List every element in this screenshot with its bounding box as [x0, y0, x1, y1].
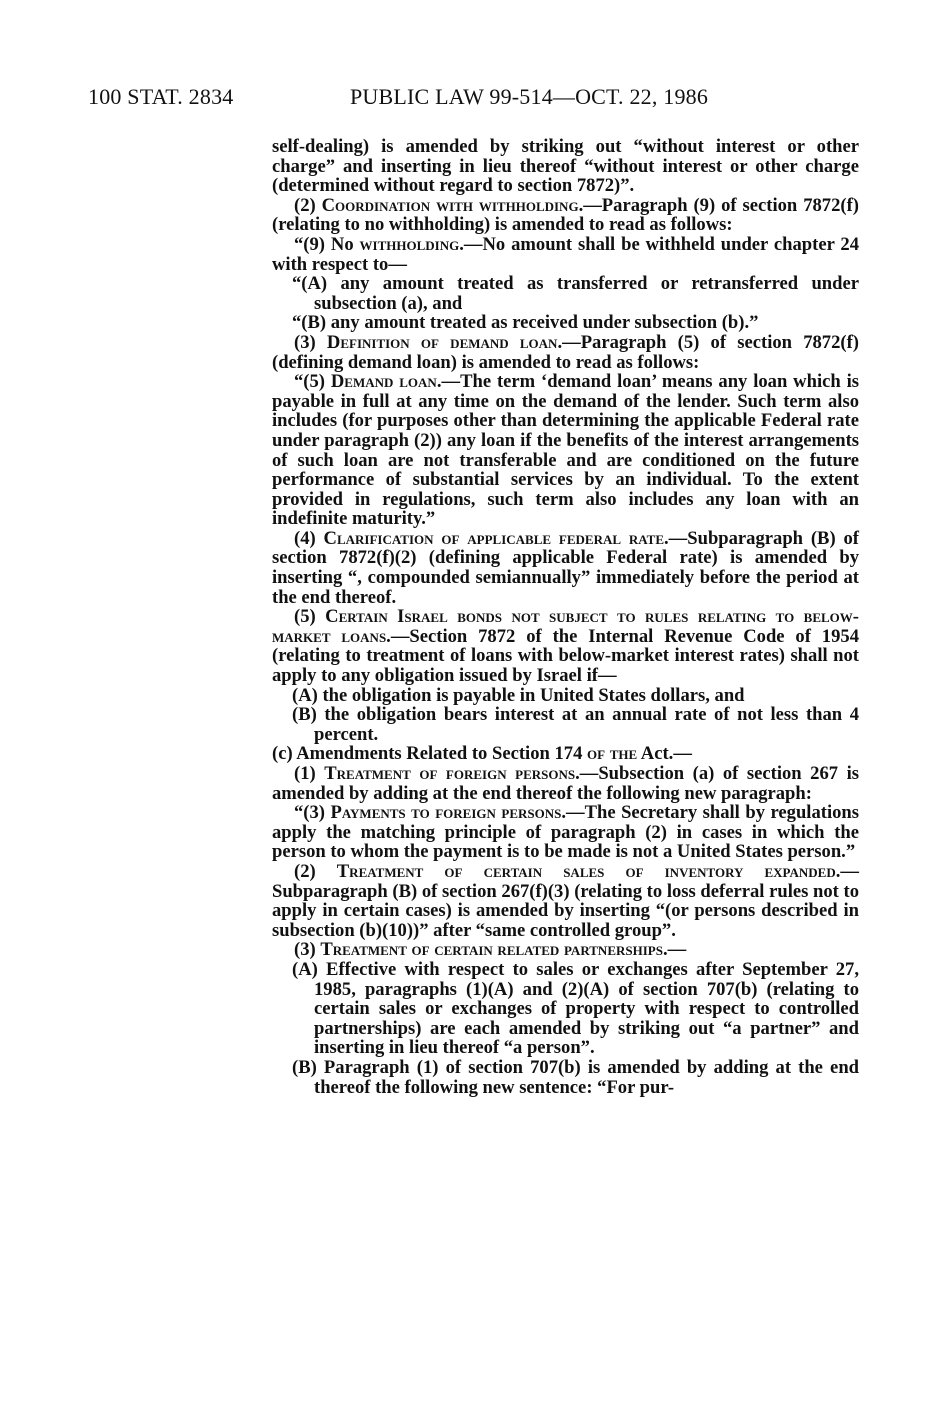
paragraph-number: (1) — [294, 763, 325, 784]
paragraph-text: (B) Paragraph (1) of section 707(b) is amended by adding at the end thereof the following new sentence: “For pur- — [292, 1056, 859, 1098]
paragraph-text: .—The Secretary shall by regulations apply the matching principle of paragraph (2) in cases in which the person to whom the payment is to be made is not a United States person.” — [272, 802, 859, 863]
section-heading-main: (c) Amendments Related to Section 174 — [272, 743, 588, 765]
paragraph-number: (2) — [294, 194, 322, 216]
paragraph-heading: Coordination with withholding — [321, 194, 579, 216]
paragraph-heading: Treatment of foreign persons — [324, 763, 576, 784]
section-c-heading — [272, 744, 859, 764]
paragraph-text: .—Section 7872 of the Internal Revenue Code of 1954 (relating to treatment of loans with below-market interest rates) shall not apply to any obligation issued by Israel if— — [272, 625, 859, 687]
paragraph-payments-to-foreign-persons — [272, 803, 859, 862]
paragraph-related-partnerships — [272, 940, 859, 960]
paragraph-text: (B) the obligation bears interest at an annual rate of not less than 4 percent. — [292, 704, 859, 745]
paragraph-demand-loan — [272, 372, 859, 529]
paragraph-text: (A) the obligation is payable in United States dollars, and — [292, 684, 745, 706]
paragraph-heading: withholding — [359, 233, 460, 255]
paragraph-text: “(B) any amount treated as received under subsection (b).” — [292, 312, 759, 334]
paragraph-heading: Demand loan — [330, 371, 437, 393]
paragraph-number: (2) — [294, 860, 337, 882]
paragraph-heading: Definition of demand loan — [326, 331, 558, 353]
paragraph-text: .—Subparagraph (B) of section 267(f)(3) (relating to loss deferral rules not to apply in certain cases) is amended by inserting “(or persons described in subsection (b)(10))” after “same controlled group”. — [272, 860, 859, 941]
paragraph-heading: Treatment of certain sales of inventory expanded — [336, 860, 836, 882]
statute-page-number: 100 STAT. 2834 — [88, 84, 234, 109]
subparagraph-a-dollars — [272, 686, 859, 706]
subparagraph-b-received — [272, 313, 859, 333]
paragraph-definition-of-demand-loan — [272, 333, 859, 372]
paragraph-number: (3) — [294, 939, 321, 961]
paragraph-coordination-with-withholding — [272, 196, 859, 235]
paragraph-number: “(3) — [294, 802, 331, 824]
paragraph-number: (5) — [294, 606, 326, 628]
paragraph-text: (A) Effective with respect to sales or exchanges after September 27, 1985, paragraphs (1)(A) and (2)(A) of section 707(b) (relating to certain sales or exchanges of property with respect to controlled partnerships) are each amended by striking out “a partner” and inserting in lieu thereof “a person”. — [292, 958, 859, 1059]
paragraph-heading: Treatment of certain related partnerships — [320, 939, 663, 961]
paragraph-number: (3) — [294, 331, 327, 353]
paragraph-text: .— — [662, 939, 687, 961]
paragraph-text: .—Subsection (a) of section 267 is amended by adding at the end thereof the following new paragraph: — [272, 763, 859, 804]
paragraph-heading: Certain Israel bonds not subject to rules relating to below-market loans — [272, 606, 859, 647]
paragraph-self-dealing — [272, 137, 859, 196]
paragraph-text: .—Subparagraph (B) of section 7872(f)(2) (defining applicable Federal rate) is amended by inserting “, compounded semiannually” immediately before the period at the end thereof. — [272, 527, 859, 608]
paragraph-text: .—Paragraph (9) of section 7872(f) (relating to no withholding) is amended to read as follows: — [272, 194, 859, 236]
paragraph-no-withholding — [272, 235, 859, 274]
paragraph-heading: Clarification of applicable federal rate — [323, 527, 665, 549]
subparagraph-b-new-sentence — [272, 1058, 859, 1097]
subparagraph-b-interest-rate — [272, 705, 859, 744]
paragraph-text: .—The term ‘demand loan’ means any loan which is payable in full at any time on the demand of the lender. Such term also includes (for purposes other than determining the applicable Federal rate under paragraph (2)) any loan if the benefits of the interest arrangements of such loan are not transferable and are conditioned on the future performance of substantial services by an individual. To the extent provided in regulations, such term also includes any loan with an indefinite maturity.” — [272, 371, 859, 530]
document-body — [272, 137, 859, 1097]
section-heading-act: Act.— — [637, 743, 692, 765]
section-heading-of-the: of the — [587, 743, 638, 765]
paragraph-text: “(A) any amount treated as transferred or retransferred under subsection (a), and — [292, 273, 859, 314]
public-law-title: PUBLIC LAW 99-514—OCT. 22, 1986 — [350, 84, 709, 109]
paragraph-number: “(5) — [294, 371, 331, 393]
paragraph-text: .—No amount shall be withheld under chapter 24 with respect to— — [272, 233, 859, 275]
paragraph-foreign-persons — [272, 764, 859, 803]
paragraph-number: (4) — [294, 527, 324, 549]
paragraph-israel-bonds — [272, 607, 859, 685]
paragraph-heading: Payments to foreign persons — [330, 802, 562, 824]
subparagraph-a-transferred — [272, 274, 859, 313]
paragraph-inventory-sales — [272, 862, 859, 940]
subparagraph-a-sales-or-exchanges — [272, 960, 859, 1058]
paragraph-clarification-of-federal-rate — [272, 529, 859, 607]
paragraph-text: self-dealing) is amended by striking out “without interest or other charge” and inserting in lieu thereof “without interest or other charge (determined without regard to section 7872)”. — [272, 136, 859, 197]
paragraph-text: .—Paragraph (5) of section 7872(f) (defining demand loan) is amended to read as follows: — [272, 331, 859, 373]
paragraph-number: “(9) No — [294, 233, 360, 255]
